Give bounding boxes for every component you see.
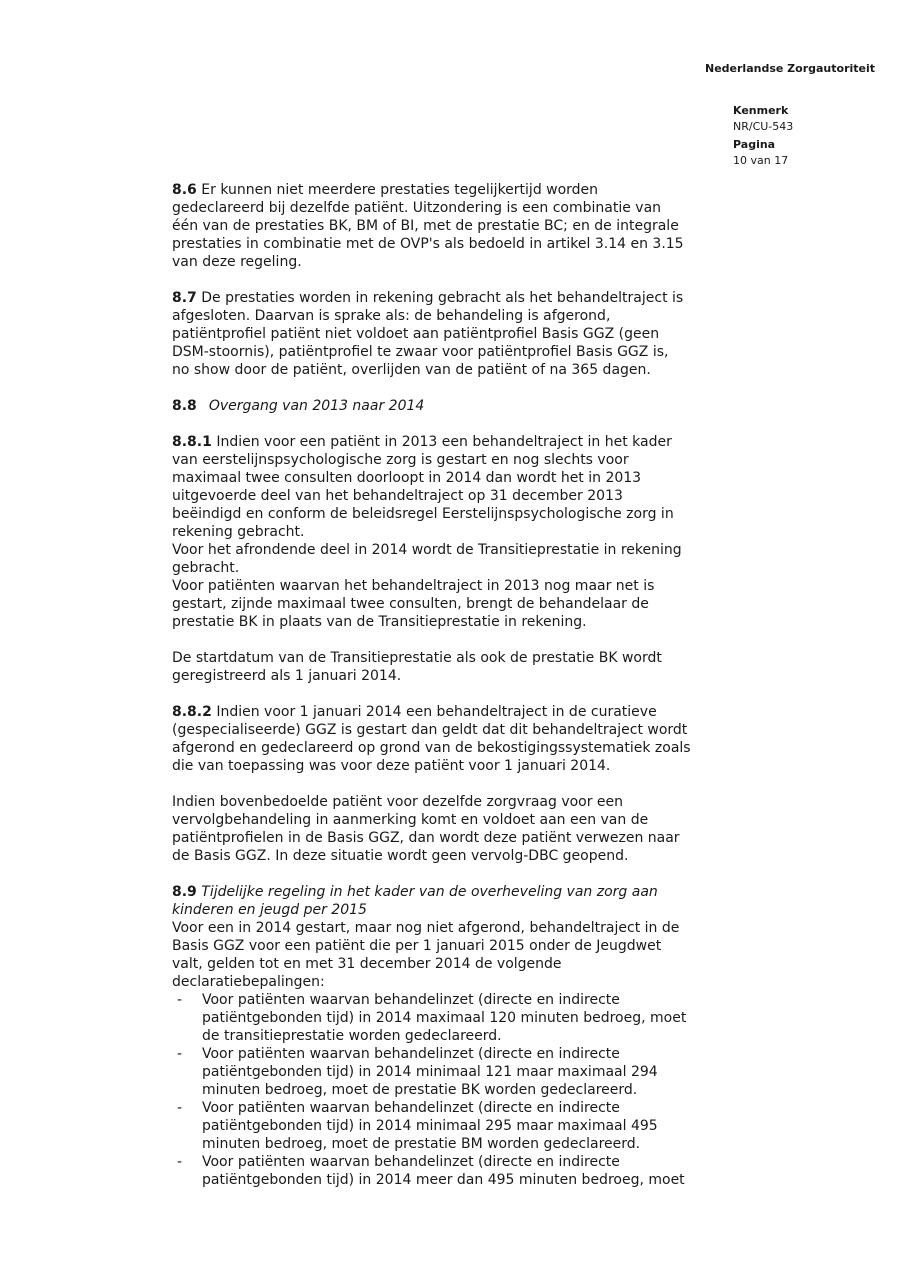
text-line [172, 433, 687, 451]
section-8-8-heading [172, 397, 687, 415]
section-8-8-1 [172, 433, 687, 631]
kenmerk-label: Kenmerk [733, 104, 789, 117]
text-fragment: De prestaties worden in rekening gebracht als het behandeltraject is [196, 290, 684, 306]
organization-name: Nederlandse Zorgautoriteit [705, 62, 876, 75]
text-line: De startdatum van de Transitieprestatie als ook de prestatie BK wordt [172, 650, 662, 666]
text-line: no show door de patiënt, overlijden van de patiënt of na 365 dagen. [172, 362, 651, 378]
text-line [172, 703, 687, 721]
text-line: patiëntgebonden tijd) in 2014 minimaal 295 maar maximaal 495 [202, 1118, 658, 1134]
text-line: gebracht. [172, 560, 240, 576]
section-8-6 [172, 181, 687, 271]
text-line: Voor patiënten waarvan het behandeltraject in 2013 nog maar net is [172, 578, 655, 594]
text-line [172, 289, 687, 307]
text-line: DSM-stoornis), patiëntprofiel te zwaar voor patiëntprofiel Basis GGZ is, [172, 344, 669, 360]
text-line: patiëntgebonden tijd) in 2014 maximaal 120 minuten bedroeg, moet [202, 1010, 687, 1026]
bullet-marker: - [177, 992, 183, 1008]
text-line: minuten bedroeg, moet de prestatie BM worden gedeclareerd. [202, 1136, 641, 1152]
section-number: 8.8.2 [172, 704, 212, 720]
text-line: Indien bovenbedoelde patiënt voor dezelfde zorgvraag voor een [172, 794, 624, 810]
text-line: de transitieprestatie worden gedeclareerd. [202, 1028, 502, 1044]
list-item-text [202, 991, 687, 1045]
text-line [172, 181, 687, 199]
section-number: 8.9 [172, 884, 197, 900]
bullet-marker: - [177, 1100, 183, 1116]
text-fragment: Er kunnen niet meerdere prestaties tegelijkertijd worden [196, 182, 599, 198]
section-8-8-2 [172, 703, 691, 775]
text-line: Voor patiënten waarvan behandelinzet (directe en indirecte [202, 1100, 620, 1116]
text-fragment: Indien voor 1 januari 2014 een behandeltraject in de curatieve [211, 704, 657, 720]
text-line: die van toepassing was voor deze patiënt voor 1 januari 2014. [172, 758, 611, 774]
list-item [172, 1099, 687, 1153]
section-8-8-1-startdatum [172, 649, 687, 685]
text-line: Voor het afrondende deel in 2014 wordt de Transitieprestatie in rekening [172, 542, 682, 558]
text-line: prestatie BK in plaats van de Transitieprestatie in rekening. [172, 614, 587, 630]
text-line: Voor patiënten waarvan behandelinzet (directe en indirecte [202, 1154, 620, 1170]
text-line: de Basis GGZ. In deze situatie wordt geen vervolg-DBC geopend. [172, 848, 629, 864]
text-line [172, 883, 687, 901]
text-line: afgesloten. Daarvan is sprake als: de behandeling is afgerond, [172, 308, 611, 324]
bullet-marker: - [177, 1046, 183, 1062]
pagina-value: 10 van 17 [733, 154, 789, 167]
text-line: van eerstelijnspsychologische zorg is gestart en nog slechts voor [172, 452, 629, 468]
list-item-text [202, 1045, 687, 1099]
section-number: 8.6 [172, 182, 197, 198]
text-line: rekening gebracht. [172, 524, 305, 540]
list-item [172, 1153, 687, 1189]
bullet-list [172, 991, 687, 1189]
text-line: valt, gelden tot en met 31 december 2014 de volgende [172, 956, 562, 972]
section-title: Overgang van 2013 naar 2014 [208, 398, 425, 414]
section-8-8-2-indien [172, 793, 687, 865]
section-8-7 [172, 289, 687, 379]
text-line: prestaties in combinatie met de OVP's als bedoeld in artikel 3.14 en 3.15 [172, 236, 684, 252]
text-line: afgerond en gedeclareerd op grond van de bekostigingssystematiek zoals [172, 740, 691, 756]
text-line: beëindigd en conform de beleidsregel Eerstelijnspsychologische zorg in [172, 506, 674, 522]
list-item [172, 1045, 687, 1099]
list-item-text [202, 1153, 687, 1189]
section-number: 8.7 [172, 290, 197, 306]
kenmerk-value: NR/CU-543 [733, 120, 794, 133]
text-line: gestart, zijnde maximaal twee consulten, brengt de behandelaar de [172, 596, 649, 612]
document-body [172, 181, 691, 1189]
section-title: Tijdelijke regeling in het kader van de overheveling van zorg aan [196, 884, 658, 900]
document-meta [733, 103, 863, 171]
text-line [172, 397, 687, 415]
text-line: maximaal twee consulten doorloopt in 2014 dan wordt het in 2013 [172, 470, 642, 486]
text-line: van deze regeling. [172, 254, 302, 270]
text-line [172, 901, 687, 919]
text-line: uitgevoerde deel van het behandeltraject op 31 december 2013 [172, 488, 623, 504]
text-line: Voor patiënten waarvan behandelinzet (directe en indirecte [202, 992, 620, 1008]
text-line: Voor een in 2014 gestart, maar nog niet afgerond, behandeltraject in de [172, 920, 680, 936]
text-line: patiëntprofielen in de Basis GGZ, dan wordt deze patiënt verwezen naar [172, 830, 680, 846]
section-number: 8.8.1 [172, 434, 212, 450]
text-line: (gespecialiseerde) GGZ is gestart dan geldt dat dit behandeltraject wordt [172, 722, 688, 738]
text-line: vervolgbehandeling in aanmerking komt en voldoet aan een van de [172, 812, 649, 828]
text-line: minuten bedroeg, moet de prestatie BK worden gedeclareerd. [202, 1082, 638, 1098]
text-fragment: Indien voor een patiënt in 2013 een behandeltraject in het kader [211, 434, 672, 450]
section-title: kinderen en jeugd per 2015 [172, 902, 367, 918]
pagina-label: Pagina [733, 138, 776, 151]
text-line: gedeclareerd bij dezelfde patiënt. Uitzondering is een combinatie van [172, 200, 662, 216]
text-line: patiëntprofiel patiënt niet voldoet aan patiëntprofiel Basis GGZ (geen [172, 326, 660, 342]
bullet-marker: - [177, 1154, 183, 1170]
text-line: één van de prestaties BK, BM of BI, met de prestatie BC; en de integrale [172, 218, 679, 234]
text-line: Voor patiënten waarvan behandelinzet (directe en indirecte [202, 1046, 620, 1062]
list-item [172, 991, 687, 1045]
section-8-9 [172, 883, 687, 991]
text-line: Basis GGZ voor een patiënt die per 1 januari 2015 onder de Jeugdwet [172, 938, 662, 954]
section-number: 8.8 [172, 398, 197, 414]
text-line: geregistreerd als 1 januari 2014. [172, 668, 402, 684]
list-item-text [202, 1099, 687, 1153]
text-line: declaratiebepalingen: [172, 974, 325, 990]
text-line: patiëntgebonden tijd) in 2014 minimaal 121 maar maximaal 294 [202, 1064, 658, 1080]
text-line: patiëntgebonden tijd) in 2014 meer dan 495 minuten bedroeg, moet [202, 1172, 685, 1188]
